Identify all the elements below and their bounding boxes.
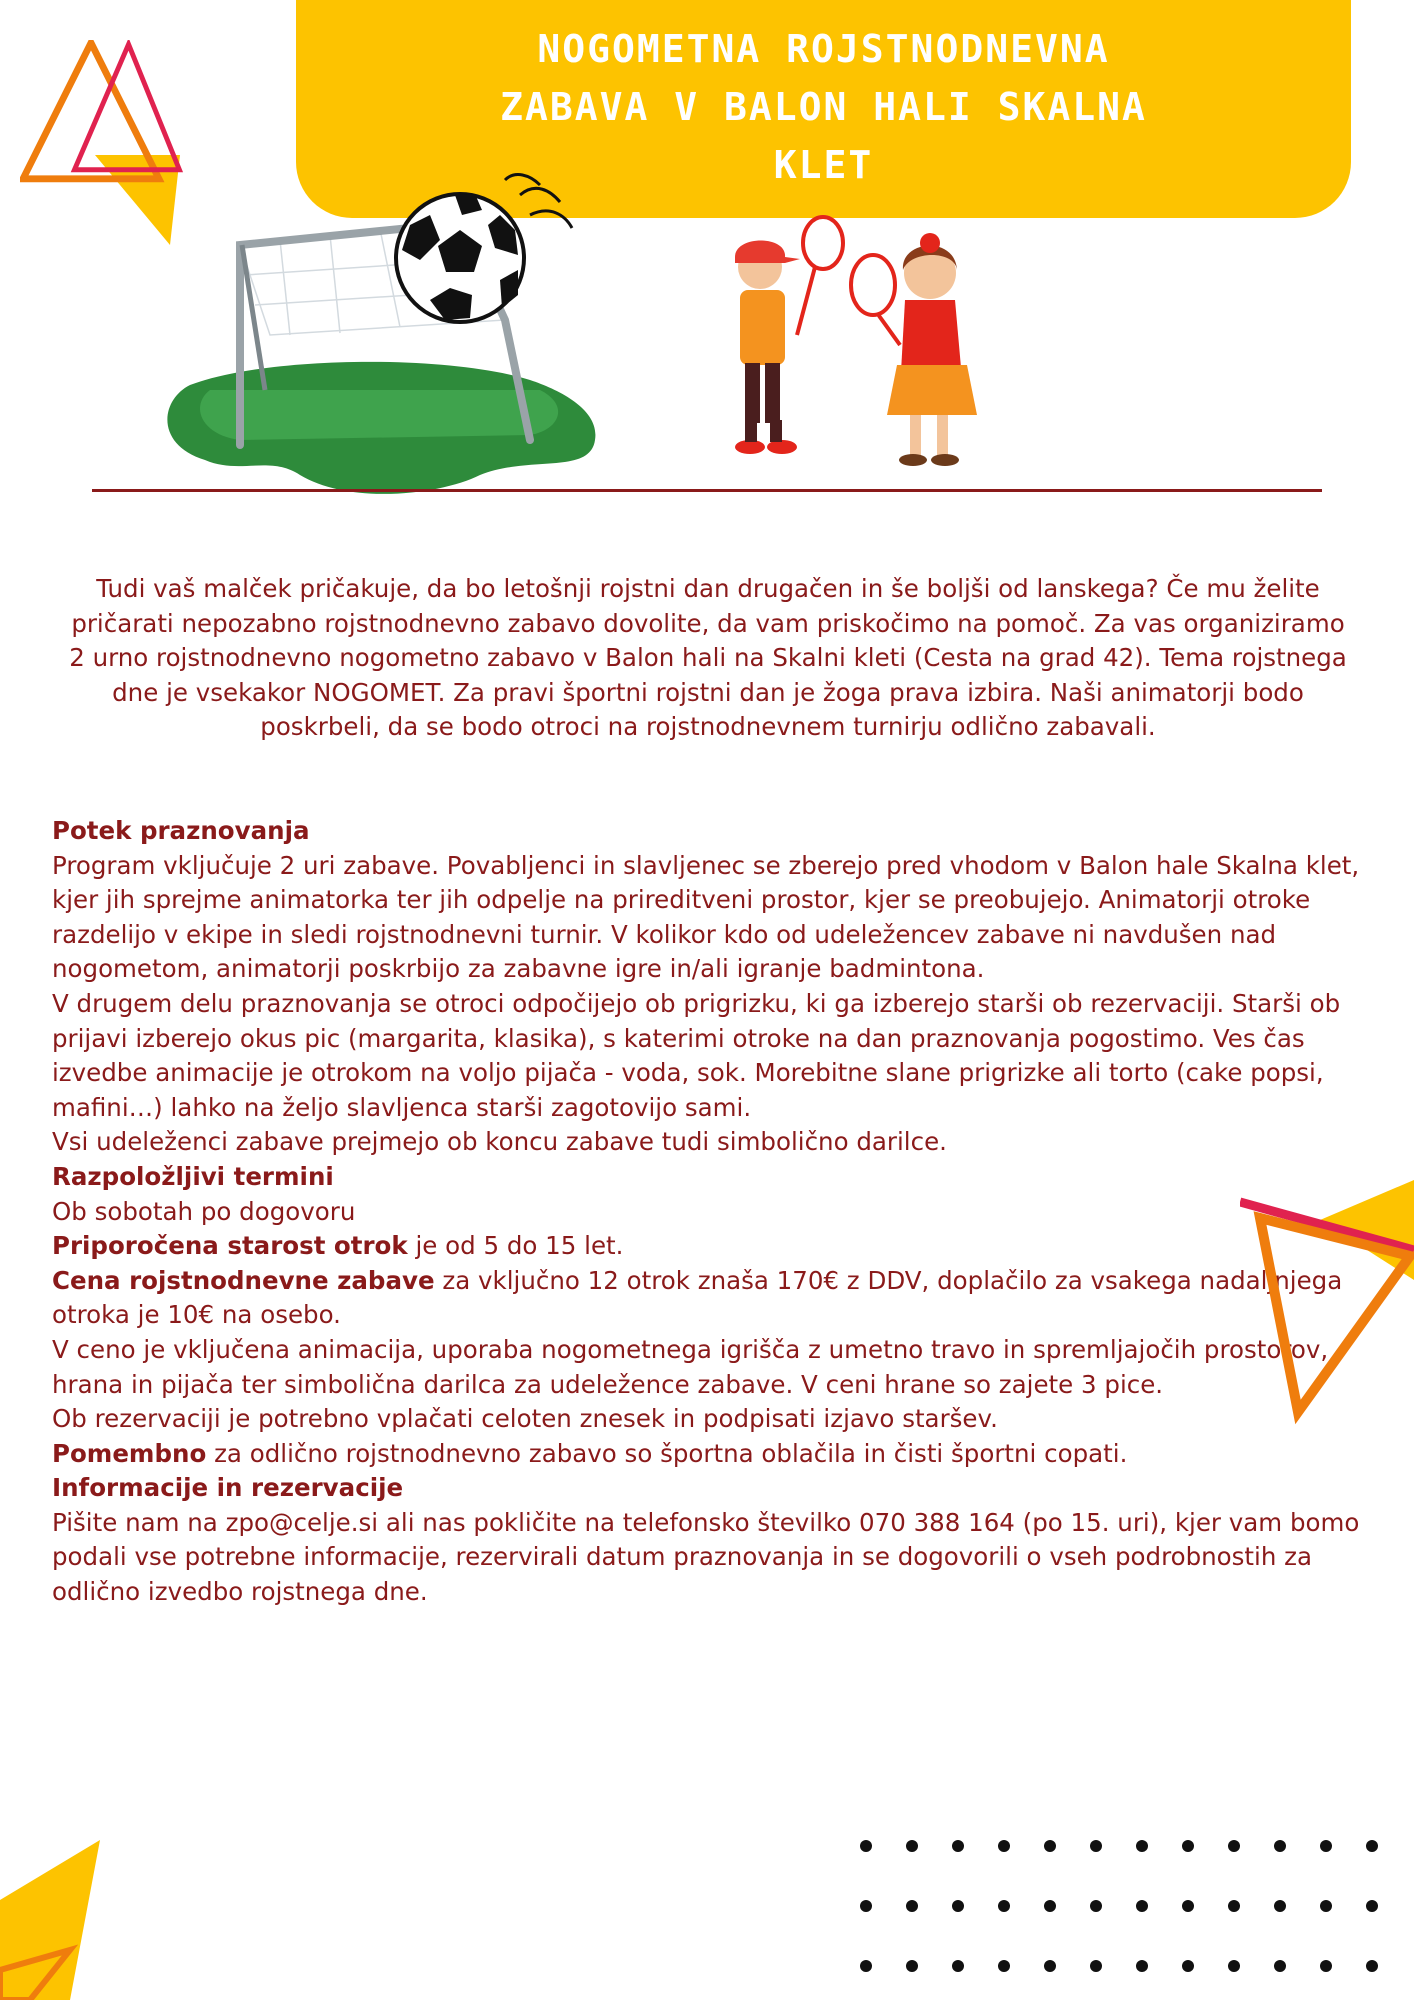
cena-paragraph bbox=[52, 1264, 1382, 1333]
cena-label: Cena rojstnodnevne zabave bbox=[52, 1265, 435, 1295]
title-line-3: KLET bbox=[773, 143, 874, 187]
starost-text: je od 5 do 15 let. bbox=[407, 1231, 624, 1261]
termini-heading: Razpoložljivi termini bbox=[52, 1161, 334, 1191]
cena-paragraph-2: V ceno je vključena animacija, uporaba nogometnega igrišča z umetno travo in spremljajočih prostorov, hrana in pijača ter simbolična darilca za udeležence zabave. V ceni hrane so zajete 3 pice. bbox=[52, 1334, 1329, 1399]
termini-text: Ob sobotah po dogovoru bbox=[52, 1196, 356, 1226]
pomembno-paragraph bbox=[52, 1437, 1382, 1472]
potek-heading: Potek praznovanja bbox=[52, 816, 310, 845]
cena-text: za vključno 12 otrok znaša 170€ z DDV, doplačilo za vsakega nadaljnjega otroka je 10€ na osebo. bbox=[52, 1265, 1343, 1330]
pomembno-text: za odlično rojstnodnevno zabavo so športna oblačila in čisti športni copati. bbox=[206, 1438, 1128, 1468]
main-content bbox=[52, 814, 1382, 1610]
starost-paragraph bbox=[52, 1229, 1382, 1264]
soccer-ball-icon bbox=[390, 170, 590, 340]
title-line-1: NOGOMETNA ROJSTNODNEVNA bbox=[537, 27, 1110, 71]
triangle-decoration-right bbox=[1240, 1180, 1414, 1440]
divider-line bbox=[92, 489, 1322, 492]
pomembno-label: Pomembno bbox=[52, 1438, 207, 1468]
girl-figure bbox=[851, 233, 977, 466]
potek-paragraph-1: Program vključuje 2 uri zabave. Povabljenci in slavljenec se zberejo pred vhodom v Balon hale Skalna klet, kjer jih sprejme animatorka ter jih odpelje na prireditveni prostor, kjer se preobujejo. Animatorji otroke razdelijo v ekipe in sledi rojstnodnevni turnir. V kolikor kdo od udeležencev zabave ni navdušen nad nogometom, animatorji poskrbijo za zabavne igre in/ali igranje badmintona. bbox=[52, 850, 1360, 984]
triangle-decoration-bottom-left bbox=[0, 1840, 110, 2000]
page-title bbox=[296, 20, 1351, 194]
potek-paragraph-3: Vsi udeleženci zabave prejmejo ob koncu zabave tudi simbolično darilce. bbox=[52, 1127, 947, 1157]
info-text: Pišite nam na zpo@celje.si ali nas pokličite na telefonsko številko 070 388 164 (po 15. uri), kjer vam bomo podali vse potrebne informacije, rezervirali datum praznovanja in se dogovorili o vseh podrobnostih za odlično izvedbo rojstnega dne. bbox=[52, 1507, 1360, 1607]
starost-label: Priporočena starost otrok bbox=[52, 1231, 408, 1261]
info-heading: Informacije in rezervacije bbox=[52, 1473, 404, 1503]
dots-pattern bbox=[846, 1834, 1406, 2000]
potek-paragraph-2: V drugem delu praznovanja se otroci odpočijejo ob prigrizku, ki ga izberejo starši ob rezervaciji. Starši ob prijavi izberejo okus pic (margarita, klasika), s katerimi otroke na dan praznovanja pogostimo. Ves čas izvedbe animacije je otrokom na voljo pijača - voda, sok. Morebitne slane prigrizke ali torto (cake popsi, mafini…) lahko na željo slavljenca starši zagotovijo sami. bbox=[52, 988, 1341, 1122]
cena-paragraph-3: Ob rezervaciji je potrebno vplačati celoten znesek in podpisati izjavo staršev. bbox=[52, 1404, 998, 1434]
badminton-kids-illustration bbox=[705, 215, 1035, 495]
boy-figure bbox=[735, 217, 843, 454]
title-line-2: ZABAVA V BALON HALI SKALNA bbox=[500, 85, 1147, 129]
intro-paragraph: Tudi vaš malček pričakuje, da bo letošnji rojstni dan drugačen in še boljši od lanskega? Če mu želite pričarati nepozabno rojstnodnevno zabavo dovolite, da vam priskočimo na pomoč. Za vas organiziramo 2 urno rojstnodnevno nogometno zabavo v Balon hali na Skalni kleti (Cesta na grad 42). Tema rojstnega dne je vsekakor NOGOMET. Za pravi športni rojstni dan je žoga prava izbira. Naši animatorji bodo poskrbeli, da se bodo otroci na rojstnodnevnem turnirju odlično zabavali. bbox=[69, 574, 1347, 742]
